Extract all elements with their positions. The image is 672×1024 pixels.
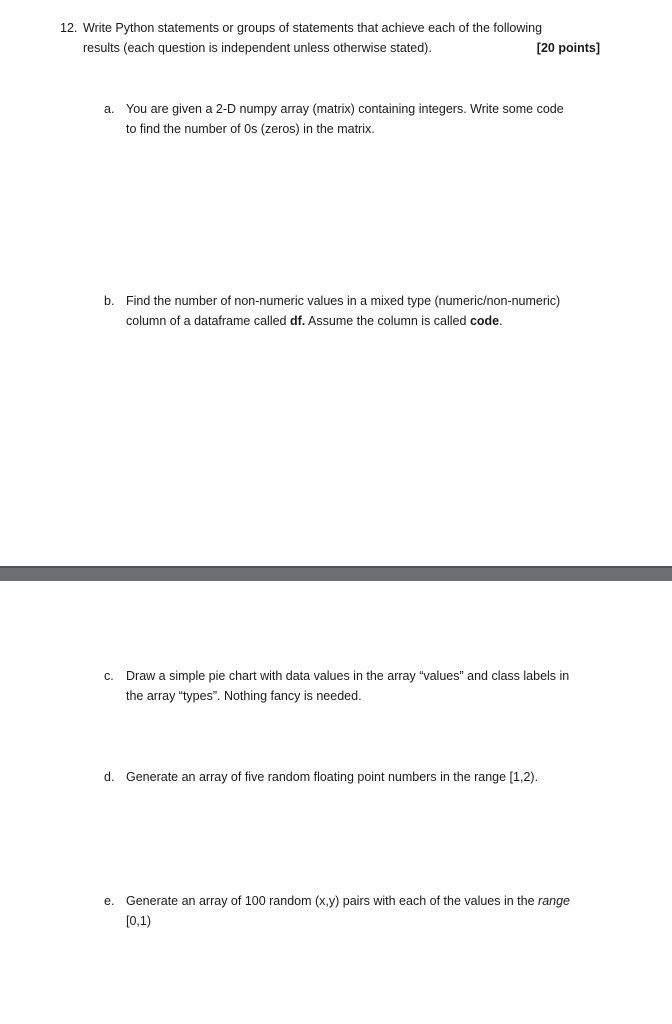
part-c-line2: the array “types”. Nothing fancy is needed. [126, 689, 362, 703]
part-e-letter: e. [104, 894, 115, 908]
part-a-letter: a. [104, 102, 115, 116]
part-e-range: range [538, 894, 571, 908]
page-bottom [0, 581, 672, 1024]
part-d-line1: Generate an array of five random floating point numbers in the range [1,2). [126, 770, 539, 784]
page-separator [0, 566, 672, 581]
part-c-letter: c. [104, 669, 114, 683]
part-b-df: df. [289, 314, 306, 328]
part-b-line1: Find the number of non-numeric values in a mixed type (numeric/non-numeric) [126, 294, 561, 308]
part-b-letter: b. [104, 294, 115, 308]
part-d-letter: d. [104, 770, 115, 784]
part-b-text [126, 291, 606, 331]
question-prompt-line2: results (each question is independent unless otherwise stated). [83, 41, 432, 55]
part-b-code: code [469, 314, 500, 328]
part-b-line2-pre: column of a dataframe called [126, 314, 290, 328]
question-number: 12. [60, 21, 78, 35]
part-a-line1: You are given a 2-D numpy array (matrix) containing integers. Write some code [126, 102, 564, 116]
part-e-line1-pre: Generate an array of 100 random (x,y) pairs with each of the values in the [126, 894, 539, 908]
part-d-text [126, 767, 606, 787]
question-prompt [83, 18, 598, 58]
part-b-line2-mid: Assume the column is called [305, 314, 470, 328]
part-e-line2: [0,1) [126, 914, 152, 928]
part-c-line1: Draw a simple pie chart with data values in the array “values” and class labels in [126, 669, 570, 683]
part-a-text [126, 99, 606, 139]
part-b-line2-post: . [499, 314, 503, 328]
part-e-line1 [126, 891, 606, 911]
part-e-text [126, 891, 606, 931]
points-label: [20 points] [536, 41, 600, 55]
question-prompt-line1: Write Python statements or groups of statements that achieve each of the following [83, 21, 543, 35]
part-c-text [126, 666, 606, 706]
part-b-line2 [126, 311, 606, 331]
part-a-line2: to find the number of 0s (zeros) in the matrix. [126, 122, 375, 136]
